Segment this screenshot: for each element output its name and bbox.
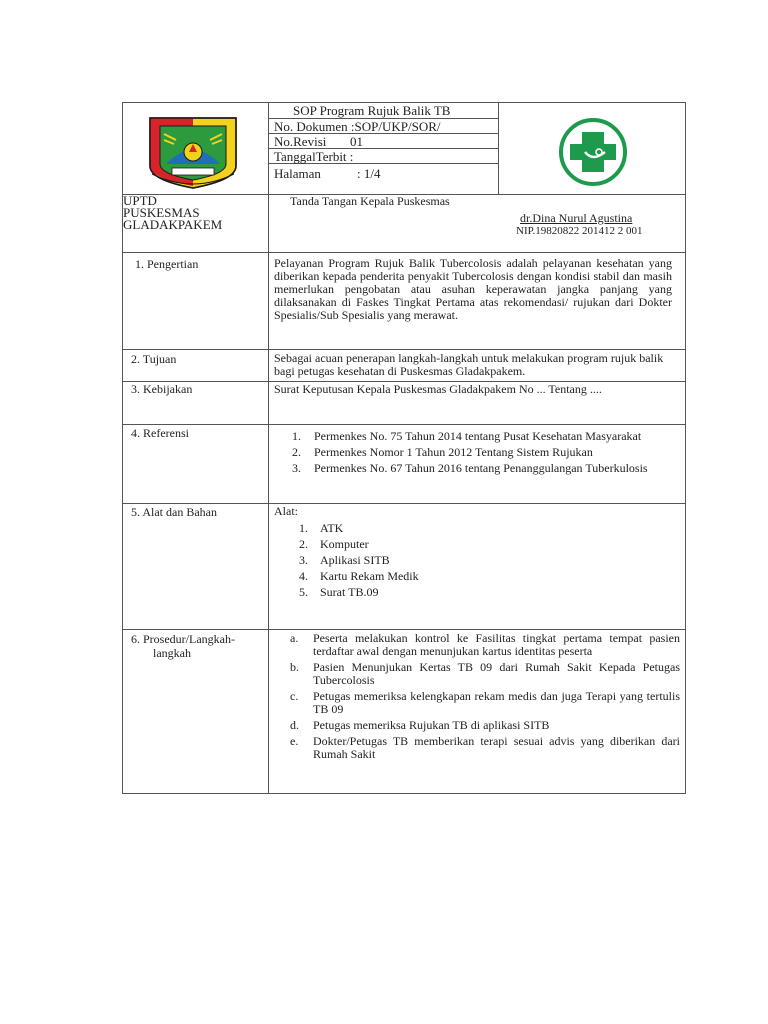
pengertian-text: Pelayanan Program Rujuk Balik Tubercolosis adalah pelayanan kesehatan yang diberikan kepada penderita penyakit Tubercolosis dengan kondisi stabil dan masih memerlukan pengobatan atau asuhan keperawatan jangka panjang yang dilaksanakan di Faskes Tingkat Pertama atas rekomendasi/ rujukan dari Dokter Spesialis/Sub Spesialis yang merawat. [274, 256, 672, 322]
row-line [122, 424, 686, 425]
list-item: 1. ATK [299, 521, 344, 535]
puskesmas-logo-icon [555, 118, 631, 186]
section-label-pengertian: 1. Pengertian [135, 257, 199, 271]
section-label-referensi: 4. Referensi [131, 426, 189, 440]
tujuan-text: Sebagai acuan penerapan langkah-langkah untuk melakukan program rujuk balik bagi petugas kesehatan di Puskesmas Gladakpakem. [274, 351, 664, 378]
section-label-prosedur-1: 6. Prosedur/Langkah- [131, 632, 235, 646]
referensi-list [292, 429, 670, 475]
page-label: Halaman [274, 166, 321, 181]
section-label-tujuan: 2. Tujuan [131, 352, 177, 366]
list-item: 3. Permenkes No. 67 Tahun 2016 tentang Penanggulangan Tuberkulosis [292, 461, 648, 475]
section-label-prosedur-2: langkah [153, 646, 191, 660]
list-item: b. Pasien Menunjukan Kertas TB 09 dari Rumah Sakit Kepada Petugas Tubercolosis [290, 660, 680, 687]
revision-value: 01 [350, 134, 363, 149]
prosedur-list [290, 632, 680, 761]
list-item: d. Petugas memeriksa Rujukan TB di aplikasi SITB [290, 718, 550, 732]
header-logo-divider [498, 102, 499, 194]
table-border-bottom [122, 793, 686, 794]
issue-date-label: TanggalTerbit : [274, 149, 354, 164]
org-name-line-2: PUSKESMAS [123, 205, 200, 220]
page-value: : 1/4 [357, 166, 381, 181]
signatory-name: dr.Dina Nurul Agustina [520, 211, 633, 225]
list-item: a. Peserta melakukan kontrol ke Fasilitas tingkat pertama tempat pasien terdaftar awal dengan menunjukan kartus identitas peserta [290, 631, 680, 658]
section-label-alat: 5. Alat dan Bahan [131, 505, 217, 519]
table-border-right [685, 102, 686, 794]
alat-list [299, 520, 599, 600]
section-label-kebijakan: 3. Kebijakan [131, 382, 193, 396]
sop-title: SOP Program Rujuk Balik TB [293, 103, 451, 118]
signatory-nip: NIP.19820822 201412 2 001 [516, 225, 643, 237]
row-line [122, 252, 686, 253]
document-number: No. Dokumen :SOP/UKP/SOR/ [274, 119, 441, 134]
list-item: c. Petugas memeriksa kelengkapan rekam medis dan juga Terapi yang tertulis TB 09 [290, 689, 680, 716]
revision-label: No.Revisi [274, 134, 327, 149]
column-divider [268, 102, 269, 794]
row-line [122, 503, 686, 504]
district-crest-icon [146, 114, 240, 190]
list-item: 3. Aplikasi SITB [299, 553, 390, 567]
list-item: 2. Permenkes Nomor 1 Tahun 2012 Tentang Sistem Rujukan [292, 445, 593, 459]
list-item: e. Dokter/Petugas TB memberikan terapi sesuai advis yang diberikan dari Rumah Sakit [290, 734, 680, 761]
list-item: 4. Kartu Rekam Medik [299, 569, 419, 583]
org-name-line-1: UPTD [123, 193, 157, 208]
list-item: 2. Komputer [299, 537, 369, 551]
list-item: 1. Permenkes No. 75 Tahun 2014 tentang Pusat Kesehatan Masyarakat [292, 429, 642, 443]
kebijakan-text: Surat Keputusan Kepala Puskesmas Gladakpakem No ... Tentang .... [274, 382, 602, 396]
row-line [122, 629, 686, 630]
signature-caption: Tanda Tangan Kepala Puskesmas [290, 194, 450, 208]
alat-heading: Alat: [274, 504, 298, 518]
list-item: 5. Surat TB.09 [299, 585, 379, 599]
org-name-line-3: GLADAKPAKEM [123, 217, 223, 232]
row-line [122, 349, 686, 350]
